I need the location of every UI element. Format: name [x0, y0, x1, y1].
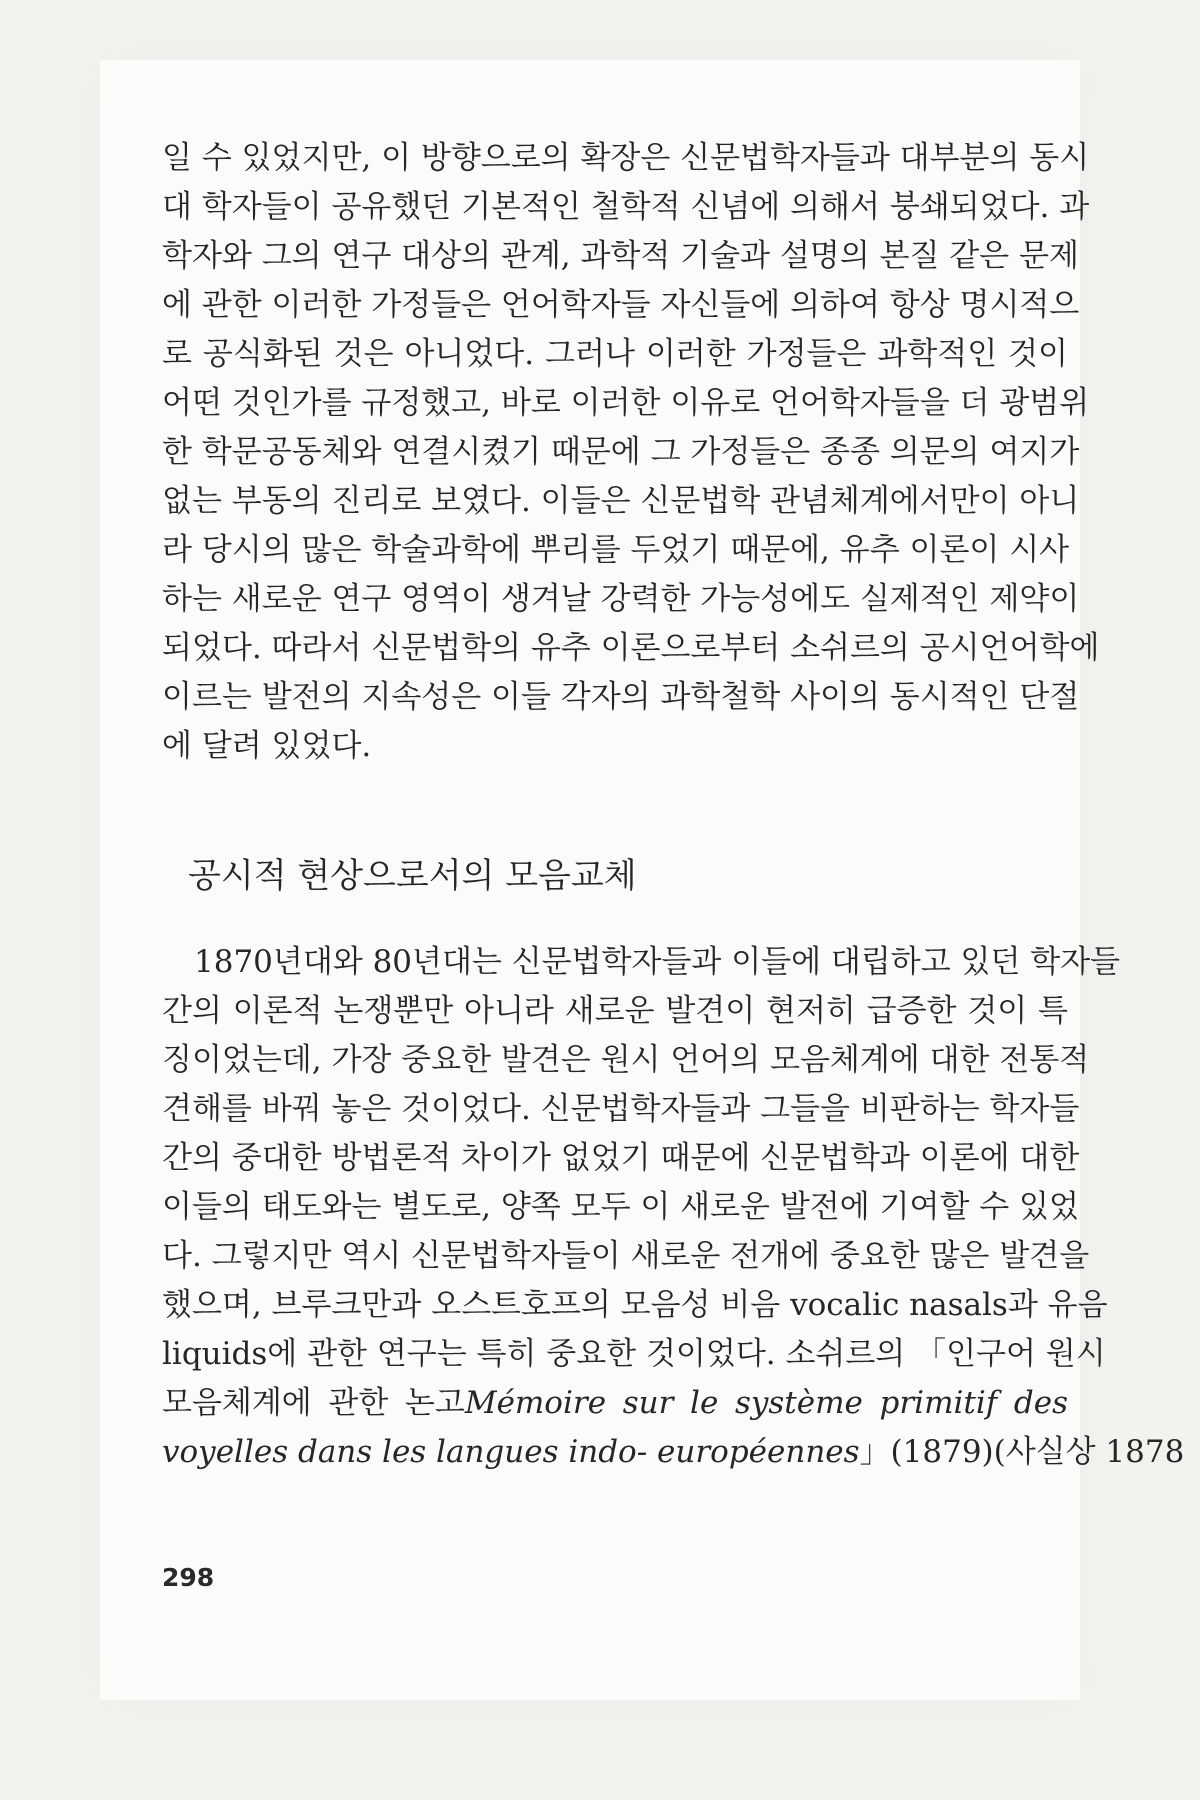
- text-line: 에 달려 있었다.: [162, 728, 372, 764]
- section-heading: 공시적 현상으로서의 모음교체: [188, 856, 637, 896]
- text-line: 간의 중대한 방법론적 차이가 없었기 때문에 신문법학과 이론에 대한: [162, 1140, 1080, 1176]
- text-line: 학자와 그의 연구 대상의 관계, 과학적 기술과 설명의 본질 같은 문제: [162, 238, 1079, 274]
- text-line: 없는 부동의 진리로 보였다. 이들은 신문법학 관념체계에서만이 아니: [162, 483, 1080, 519]
- text-line: 이들의 태도와는 별도로, 양쪽 모두 이 새로운 발전에 기여할 수 있었: [162, 1189, 1079, 1225]
- text-line: 했으며, 브루크만과 오스트호프의 모음성 비음 vocalic nasals과 유음: [162, 1287, 1108, 1323]
- text-line: 간의 이론적 논쟁뿐만 아니라 새로운 발견이 현저히 급증한 것이 특: [162, 993, 1068, 1029]
- text-line: 한 학문공동체와 연결시켰기 때문에 그 가정들은 종종 의문의 여지가: [162, 434, 1080, 470]
- french-title-fragment: voyelles dans les langues indo- européennes: [162, 1434, 860, 1470]
- french-title-fragment: Mémoire sur le système primitif des: [464, 1385, 1068, 1421]
- body-paragraph-2: [162, 938, 1185, 1477]
- text-line: 다. 그렇지만 역시 신문법학자들이 새로운 전개에 중요한 많은 발견을: [162, 1238, 1090, 1274]
- text-line: 일 수 있었지만, 이 방향으로의 확장은 신문법학자들과 대부분의 동시: [162, 140, 1090, 176]
- text-line: 징이었는데, 가장 중요한 발견은 원시 언어의 모음체계에 대한 전통적: [162, 1042, 1090, 1078]
- body-paragraph-1: [162, 134, 1100, 771]
- text-line: liquids에 관한 연구는 특히 중요한 것이었다. 소쉬르의 「인구어 원시: [162, 1336, 1106, 1372]
- text-line: 대 학자들이 공유했던 기본적인 철학적 신념에 의해서 붕쇄되었다. 과: [162, 189, 1090, 225]
- text-line: 1870년대와 80년대는 신문법학자들과 이들에 대립하고 있던 학자들: [194, 944, 1121, 980]
- text-line: 하는 새로운 연구 영역이 생겨날 강력한 가능성에도 실제적인 제약이: [162, 581, 1080, 617]
- text-line: 어떤 것인가를 규정했고, 바로 이러한 이유로 언어학자들을 더 광범위: [162, 385, 1090, 421]
- text-line: [162, 1428, 1185, 1477]
- text-line: 로 공식화된 것은 아니었다. 그러나 이러한 가정들은 과학적인 것이: [162, 336, 1068, 372]
- text-line-prefix: 모음체계에 관한 논고: [162, 1385, 465, 1421]
- text-line: [162, 1379, 1068, 1428]
- text-line: 이르는 발전의 지속성은 이들 각자의 과학철학 사이의 동시적인 단절: [162, 679, 1080, 715]
- text-line: 견해를 바꿔 놓은 것이었다. 신문법학자들과 그들을 비판하는 학자들: [162, 1091, 1080, 1127]
- page-number: 298: [162, 1563, 215, 1592]
- text-line: 에 관한 이러한 가정들은 언어학자들 자신들에 의하여 항상 명시적으: [162, 287, 1080, 323]
- text-line-suffix: 」(1879)(사실상 1878: [859, 1434, 1185, 1470]
- text-line: 라 당시의 많은 학술과학에 뿌리를 두었기 때문에, 유추 이론이 시사: [162, 532, 1070, 568]
- text-line: 되었다. 따라서 신문법학의 유추 이론으로부터 소쉬르의 공시언어학에: [162, 630, 1100, 666]
